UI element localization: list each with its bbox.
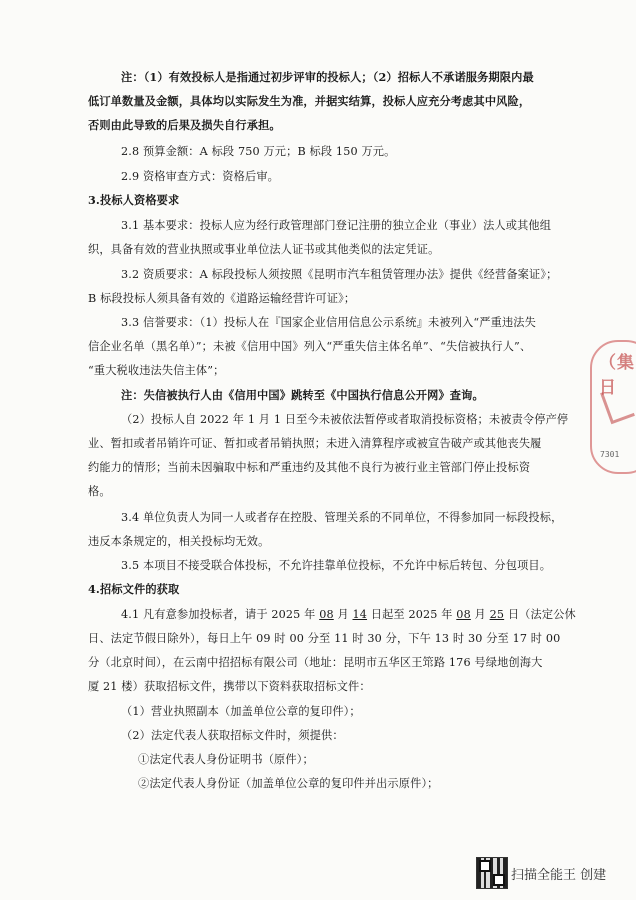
budget-line: 2.8 预算金额：A 标段 750 万元；B 标段 150 万元。 (121, 145, 396, 158)
basic-requirement-line-1: 3.1 基本要求：投标人应为经行政管理部门登记注册的独立企业（事业）法人或其他组 (121, 219, 552, 232)
seal-text: （集日 (599, 353, 635, 398)
note-line-2: 低订单数量及金额，具体均以实际发生为准，并据实结算，投标人应充分考虑其中风险， (88, 94, 531, 108)
acquisition-line-1 (121, 607, 576, 622)
qualification-line-2: B 标段投标人须具备有效的《道路运输经营许可证》； (88, 292, 356, 305)
official-seal-stamp (590, 340, 636, 474)
credit-note-line: 注：失信被执行人由《信用中国》跳转至《中国执行信息公开网》查询。 (121, 388, 484, 402)
credit-2-line-3: 约能力的情形；当前未因骗取中标和严重违约及其他不良行为被行业主管部门停止投标资 (88, 461, 531, 474)
acquisition-line-4: 厦 21 楼）获取招标文件，携带以下资料获取招标文件： (88, 680, 371, 693)
doc-subitem-2: ②法定代表人身份证（加盖单位公章的复印件并出示原件）； (138, 777, 439, 790)
responsible-person-line-2: 违反本条规定的，相关投标均无效。 (88, 535, 270, 548)
month-label-1: 月 (333, 608, 353, 621)
acquisition-text-end: 日（法定公休 (504, 608, 576, 621)
scanner-watermark: 扫描全能王 创建 (511, 868, 607, 883)
month-label-2: 月 (470, 608, 490, 621)
end-day: 25 (489, 608, 505, 621)
doc-item-2: （2）法定代表人获取招标文件时，须提供： (121, 729, 344, 742)
credit-2-line-1: （2）投标人自 2022 年 1 月 1 日至今未被依法暂停或者取消投标资格；未被责令停产停 (121, 413, 569, 426)
credit-line-2: 信企业名单（黑名单）”；未被《信用中国》列入“严重失信主体名单”、“失信被执行人”、 (88, 340, 532, 353)
qr-code-icon (476, 857, 508, 889)
doc-subitem-1: ①法定代表人身份证明书（原件）； (138, 753, 314, 766)
credit-line-3: “重大税收违法失信主体”； (88, 364, 225, 377)
credit-line-1: 3.3 信誉要求：（1）投标人在『国家企业信用信息公示系统』未被列入“严重违法失 (121, 316, 536, 329)
acquisition-line-3: 分（北京时间），在云南中招招标有限公司（地址：昆明市五华区王筇路 176 号绿地创海大 (88, 656, 543, 669)
consortium-line: 3.5 本项目不接受联合体投标，不允许挂靠单位投标，不允许中标后转包、分包项目。 (121, 559, 552, 572)
credit-2-line-4: 格。 (88, 485, 111, 498)
credit-2-line-2: 业、暂扣或者吊销许可证、暂扣或者吊销执照；未进入清算程序或被宣告破产或其他丧失履 (88, 437, 542, 450)
note-line-1: 注：（1）有效投标人是指通过初步评审的投标人；（2）招标人不承诺服务期限内最 (121, 70, 534, 84)
acquisition-text-mid: 日起至 2025 年 (367, 608, 457, 621)
start-month: 08 (319, 608, 334, 621)
seal-number: 7301 (600, 450, 620, 459)
review-method-line: 2.9 资格审查方式：资格后审。 (121, 170, 279, 183)
end-month: 08 (456, 608, 471, 621)
section-heading-4: 4.招标文件的获取 (88, 582, 180, 596)
acquisition-line-2: 日、法定节假日除外），每日上午 09 时 00 分至 11 时 30 分，下午 13 时 30 分至 17 时 00 (88, 632, 561, 645)
section-heading-3: 3.投标人资格要求 (88, 193, 180, 207)
note-line-3: 否则由此导致的后果及损失自行承担。 (88, 118, 281, 132)
basic-requirement-line-2: 织，具备有效的营业执照或事业单位法人证书或其他类似的法定凭证。 (88, 243, 440, 256)
responsible-person-line-1: 3.4 单位负责人为同一人或者存在控股、管理关系的不同单位，不得参加同一标段投标， (121, 511, 563, 524)
start-day: 14 (352, 608, 368, 621)
qualification-line-1: 3.2 资质要求：A 标段投标人须按照《昆明市汽车租赁管理办法》提供《经营备案证》； (121, 268, 558, 281)
acquisition-text-start: 4.1 凡有意参加投标者，请于 2025 年 (121, 608, 320, 621)
doc-item-1: （1）营业执照副本（加盖单位公章的复印件）； (121, 705, 361, 718)
